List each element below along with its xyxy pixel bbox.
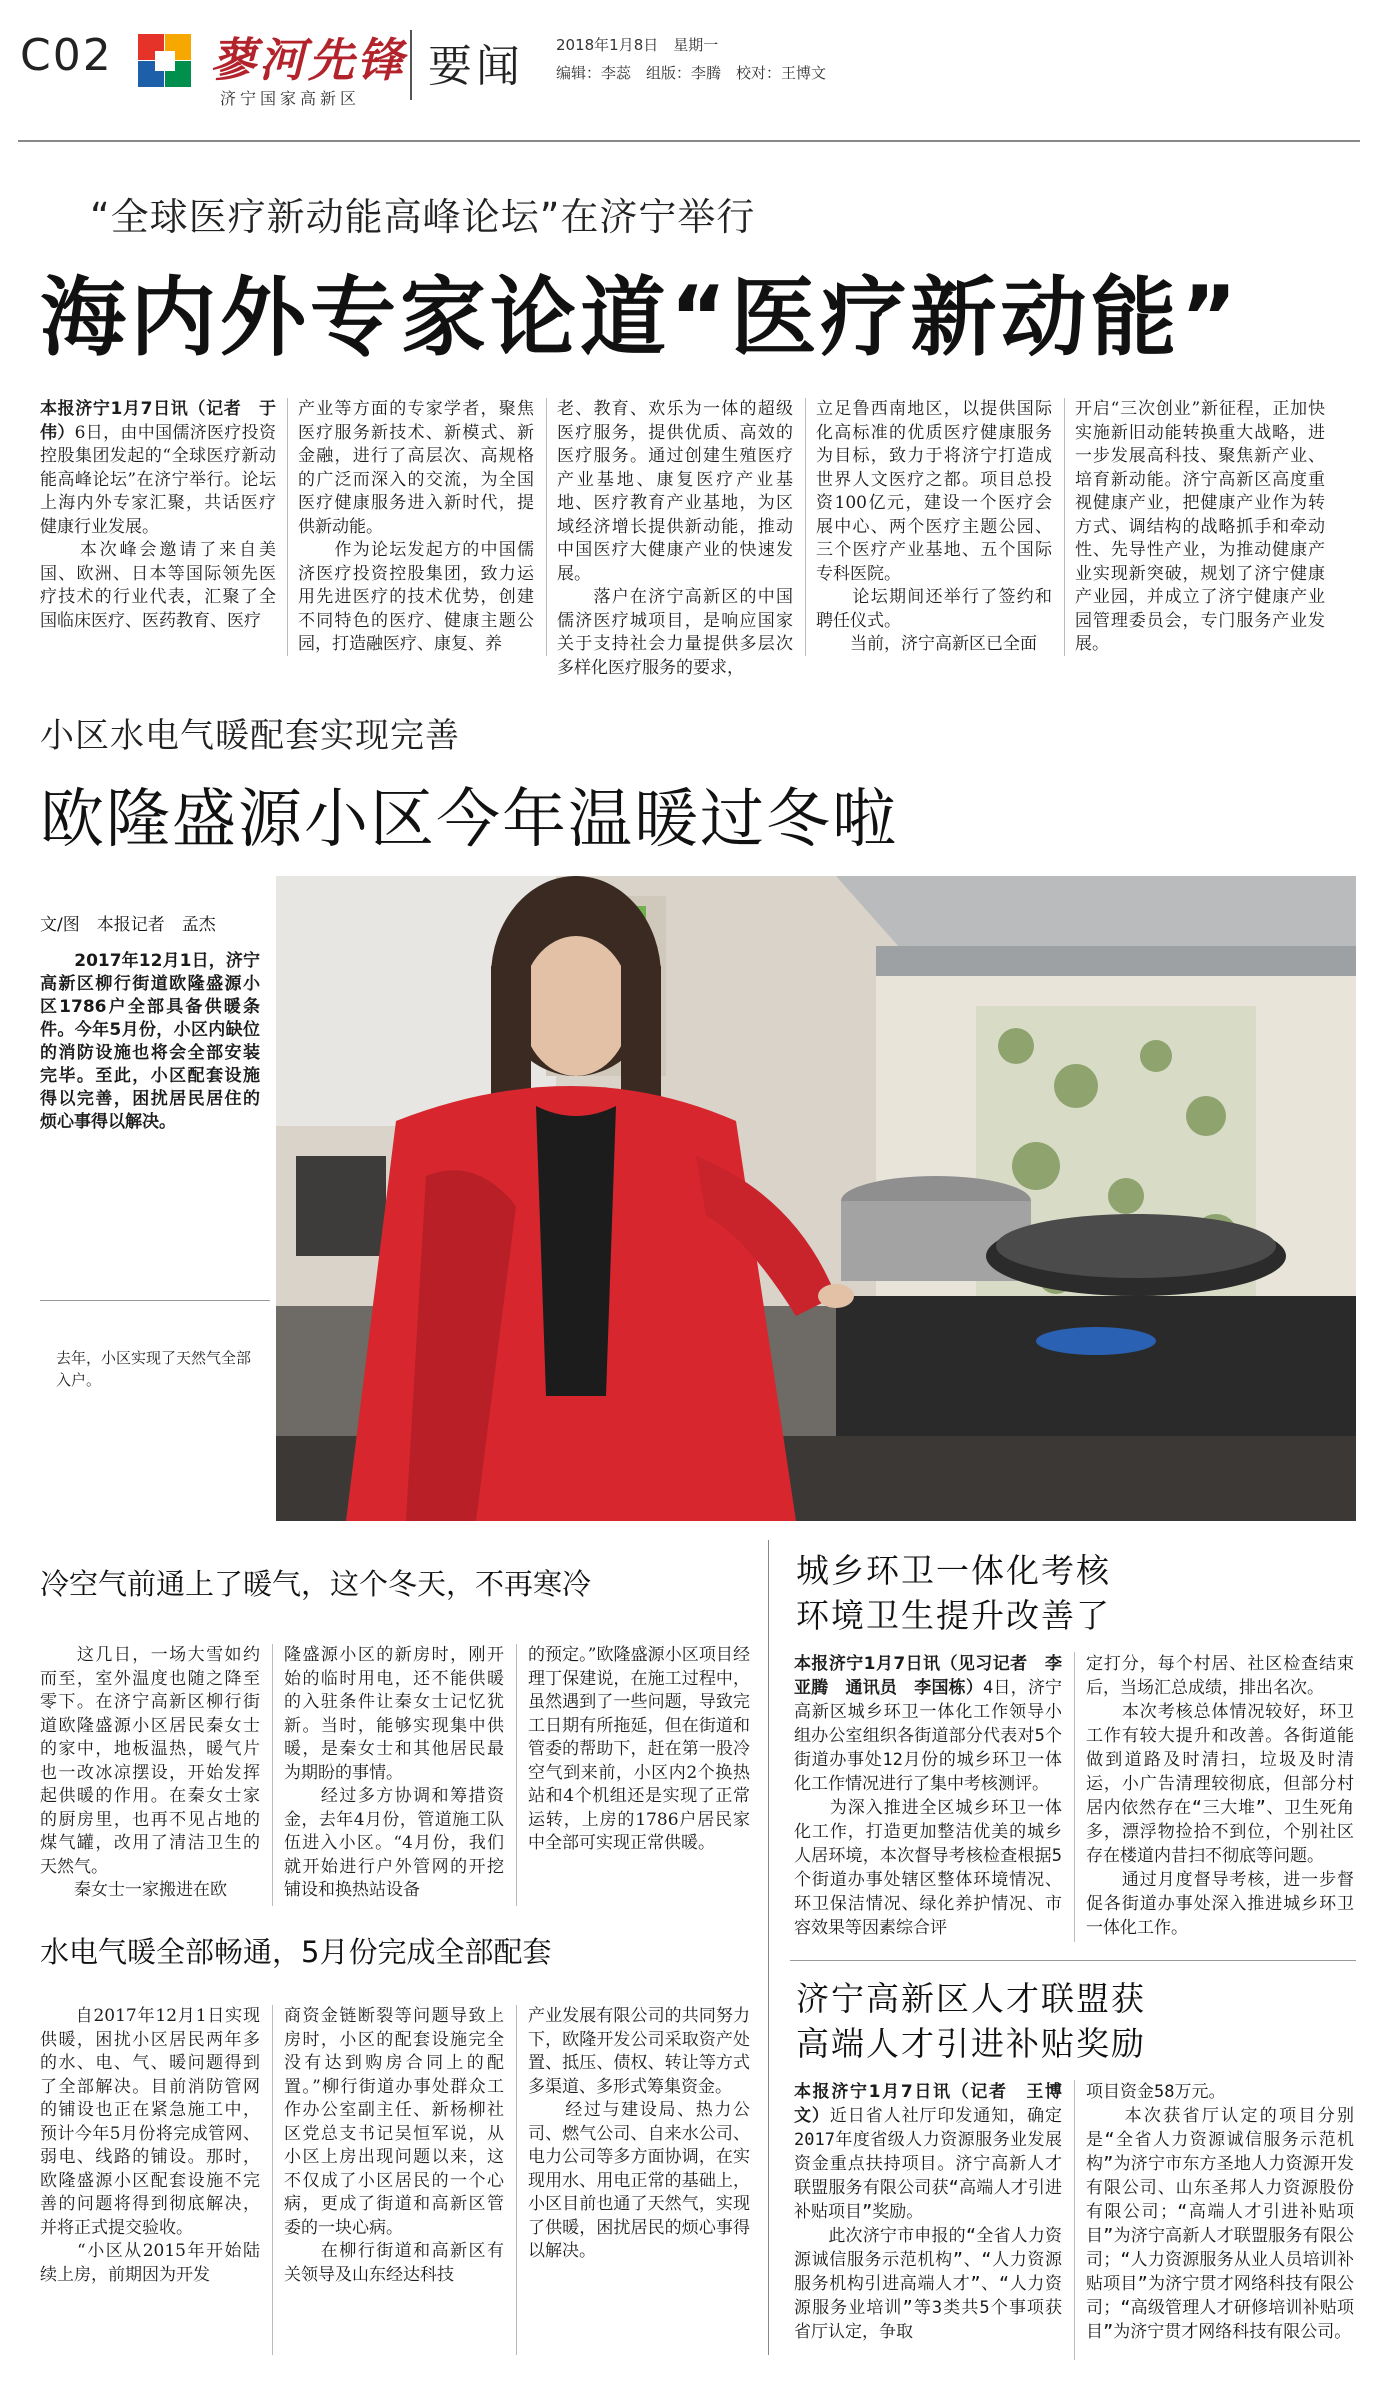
story3-column-1 (794, 1652, 1062, 1940)
story2-sub2-column-2: 商资金链断裂等问题导致上房时，小区的配套设施完全没有达到购房合同上的配置。”柳行街道办事处群众工作办公室副主任、新杨柳社区党总支书记吴恒军说，从小区上房出现问题以来，这不仅成了小区居民的一个心病，更成了街道和高新区管委的一块心病。 在柳行街道和高新区有关领导及山东经达科技 (284, 2006, 504, 2285)
masthead-rule (18, 140, 1360, 142)
story4-col1-text: 近日省人社厅印发通知，确定2017年度省级人力资源服务业发展资金重点扶持项目。济宁高新人才联盟服务有限公司获“高端人才引进补贴项目”奖励。 此次济宁市申报的“全省人力资源诚信服务示范机构”、“人力资源服务机构引进高端人才”、“人力资源服务业培训”等3类共5个事项获省厅认定，争取 (794, 2106, 1063, 2342)
column-rule (287, 398, 288, 656)
story1-kicker: “全球医疗新动能高峰论坛”在济宁举行 (90, 195, 756, 239)
column-rule (1074, 2080, 1075, 2360)
story2-sub1-column-1: 这几日，一场大雪如约而至，室外温度也随之降至零下。在济宁高新区柳行街道欧隆盛源小区居民秦女士的家中，地板温热，暖气片也一改冰凉摆设，开始发挥起供暖的作用。在秦女士家的厨房里，也再不见占地的煤气罐，改用了清洁卫生的天然气。 秦女士一家搬进在欧 (40, 1645, 260, 1900)
story2-sub1-column-3: 的预定。”欧隆盛源小区项目经理丁保建说，在施工过程中，虽然遇到了一些问题，导致完工日期有所拖延，但在街道和管委的帮助下，赶在第一股冷空气到来前，小区内2个换热站和4个机组还是实现了正常运转，上房的1786户居民家中全部可实现正常供暖。 (528, 1645, 750, 1853)
story4-headline (796, 1976, 1146, 2066)
column-rule (272, 1644, 273, 1906)
story2-byline: 文/图 本报记者 孟杰 (40, 915, 216, 935)
story4-column-2: 项目资金58万元。 本次获省厅认定的项目分别是“全省人力资源诚信服务示范机构”为济宁市东方圣地人力资源开发有限公司、山东圣邦人力资源股份有限公司；“高端人才引进补贴项目”为济宁高新人才联盟服务有限公司；“人力资源服务从业人员培训补贴项目”为济宁贯才网络科技有限公司；“高级管理人才研修培训补贴项目”为济宁贯才网络科技有限公司。 (1086, 2082, 1354, 2342)
story1-headline: 海内外专家论道“医疗新动能” (40, 268, 1242, 368)
newspaper-brand: 蓼河先锋 (210, 33, 406, 87)
kitchen-photo (276, 876, 1356, 1521)
story2-sub2-column-3: 产业发展有限公司的共同努力下，欧隆开发公司采取资产处置、抵压、债权、转让等方式多渠道、多形式筹集资金。 经过与建设局、热力公司、燃气公司、自来水公司、电力公司等多方面协调，在实现用水、用电正常的基础上，小区目前也通了天然气，实现了供暖，困扰居民的烦心事得以解决。 (528, 2006, 750, 2261)
column-rule (516, 1644, 517, 1906)
column-rule (546, 398, 547, 656)
column-rule (1064, 398, 1065, 656)
story3-headline-line2: 环境卫生提升改善了 (796, 1596, 1111, 1635)
story2-subhead-2: 水电气暖全部畅通，5月份完成全部配套 (40, 1935, 552, 1969)
column-rule (272, 2005, 273, 2355)
story1-column-5: 开启“三次创业”新征程，正加快实施新旧动能转换重大战略，进一步发展高科技、聚焦新产业、培育新动能。济宁高新区高度重视健康产业，把健康产业作为转方式、调结构的战略抓手和牵动性、先导性产业，为推动健康产业实现新突破，规划了济宁健康产业园，并成立了济宁健康产业园管理委员会，专门服务产业发展。 (1075, 399, 1325, 654)
story1-col1-text: 6日，由中国儒济医疗投资控股集团发起的“全球医疗新动能高峰论坛”在济宁举行。论坛上海内外专家汇聚，共话医疗健康行业发展。 本次峰会邀请了来自美国、欧洲、日本等国际领先医疗技术的行业代表，汇聚了全国临床医疗、医药教育、医疗 (40, 422, 277, 631)
story-divider (790, 1960, 1356, 1961)
story1-dateline: 本报济宁1月7日讯（记者 于伟） (40, 399, 276, 443)
masthead-divider (410, 30, 412, 100)
newspaper-logo-icon (138, 34, 192, 88)
story1-column-2: 产业等方面的专家学者，聚焦医疗服务新技术、新模式、新金融，进行了高层次、高规格的广泛而深入的交流，为全国医疗健康服务进入新时代，提供新动能。 作为论坛发起方的中国儒济医疗投资控股集团，致力运用先进医疗的技术优势，创建不同特色的医疗、健康主题公园，打造融医疗、康复、养 (298, 399, 534, 654)
photo-caption: 去年，小区实现了天然气全部入户。 (56, 1349, 252, 1389)
date-line: 2018年1月8日 星期一 (556, 36, 719, 54)
story2-sub1-column-2: 隆盛源小区的新房时，刚开始的临时用电，还不能供暖的入驻条件让秦女士记忆犹新。当时，能够实现集中供暖，是秦女士和其他居民最为期盼的事情。 经过多方协调和筹措资金，去年4月份，管道施工队伍进入小区。“4月份，我们就开始进行户外管网的开挖铺设和换热站设备 (284, 1645, 504, 1900)
column-rule (1074, 1652, 1075, 1942)
story1-column-3: 老、教育、欢乐为一体的超级医疗服务，提供优质、高效的医疗服务。通过创建生殖医疗产业基地、康复医疗产业基地、医疗教育产业基地，为区域经济增长提供新动能，推动中国医疗大健康产业的快速发展。 落户在济宁高新区的中国儒济医疗城项目，是响应国家关于支持社会力量提供多层次多样化医疗服务的要求， (557, 399, 793, 678)
story4-headline-line2: 高端人才引进补贴奖励 (796, 2024, 1146, 2063)
column-rule (516, 2005, 517, 2355)
story2-headline: 欧隆盛源小区今年温暖过冬啦 (40, 783, 898, 857)
section-divider (768, 1540, 769, 2355)
story2-subhead-1: 冷空气前通上了暖气，这个冬天，不再寒冷 (40, 1567, 592, 1601)
story4-headline-line1: 济宁高新区人才联盟获 (796, 1979, 1146, 2018)
staff-line: 编辑：李蕊 组版：李腾 校对：王博文 (556, 64, 827, 82)
newspaper-brand-sub: 济宁国家高新区 (220, 89, 361, 108)
caption-rule (40, 1300, 270, 1301)
column-rule (805, 398, 806, 656)
story2-kicker: 小区水电气暖配套实现完善 (40, 716, 460, 756)
kitchen-photo-image (276, 876, 1356, 1521)
story1-column-1 (40, 398, 276, 633)
story2-sub2-column-1: 自2017年12月1日实现供暖，困扰小区居民两年多的水、电、气、暖问题得到了全部解决。目前消防管网的铺设也正在紧急施工中，预计今年5月份将完成管网、弱电、线路的铺设。那时，欧隆盛源小区配套设施不完善的问题将得到彻底解决，并将正式提交验收。 “小区从2015年开始陆续上房，前期因为开发 (40, 2006, 260, 2285)
story3-column-2: 定打分，每个村居、社区检查结束后，当场汇总成绩，排出名次。 本次考核总体情况较好，环卫工作有较大提升和改善。各街道能做到道路及时清扫，垃圾及时清运，小广告清理较彻底，但部分村居内依然存在“三大堆”、卫生死角多，漂浮物捡拾不到位，个别社区存在楼道内昔扫不彻底等问题。 通过月度督导考核，进一步督促各街道办事处深入推进城乡环卫一体化工作。 (1086, 1654, 1354, 1938)
story3-col1-text: 4日，济宁高新区城乡环卫一体化工作领导小组办公室组织各街道部分代表对5个街道办事处12月份的城乡环卫一体化工作情况进行了集中考核测评。 为深入推进全区城乡环卫一体化工作，打造更加整洁优美的城乡人居环境，本次督导考核检查根据5个街道办事处辖区整体环境情况、环卫保洁情况、绿化养护情况、市容效果等因素综合评 (794, 1678, 1062, 1938)
section-title: 要闻 (428, 41, 524, 92)
story4-column-1 (794, 2080, 1062, 2344)
page-number: C02 (20, 30, 113, 81)
story3-dateline: 本报济宁1月7日讯（见习记者 李亚腾 通讯员 李国栋） (794, 1654, 1062, 1698)
story4-dateline: 本报济宁1月7日讯（记者 王博文） (794, 2082, 1062, 2126)
story3-headline (796, 1548, 1111, 1638)
story1-column-4: 立足鲁西南地区，以提供国际化高标准的优质医疗健康服务为目标，致力于将济宁打造成世界人文医疗之都。项目总投资100亿元，建设一个医疗会展中心、两个医疗主题公园、三个医疗产业基地、五个国际专科医院。 论坛期间还举行了签约和聘任仪式。 当前，济宁高新区已全面 (816, 399, 1052, 654)
story3-headline-line1: 城乡环卫一体化考核 (796, 1551, 1111, 1590)
story2-lead: 2017年12月1日，济宁高新区柳行街道欧隆盛源小区1786户全部具备供暖条件。今年5月份，小区内缺位的消防设施也将会全部安装完毕。至此，小区配套设施得以完善，困扰居民居住的烦心事得以解决。 (40, 951, 260, 1132)
